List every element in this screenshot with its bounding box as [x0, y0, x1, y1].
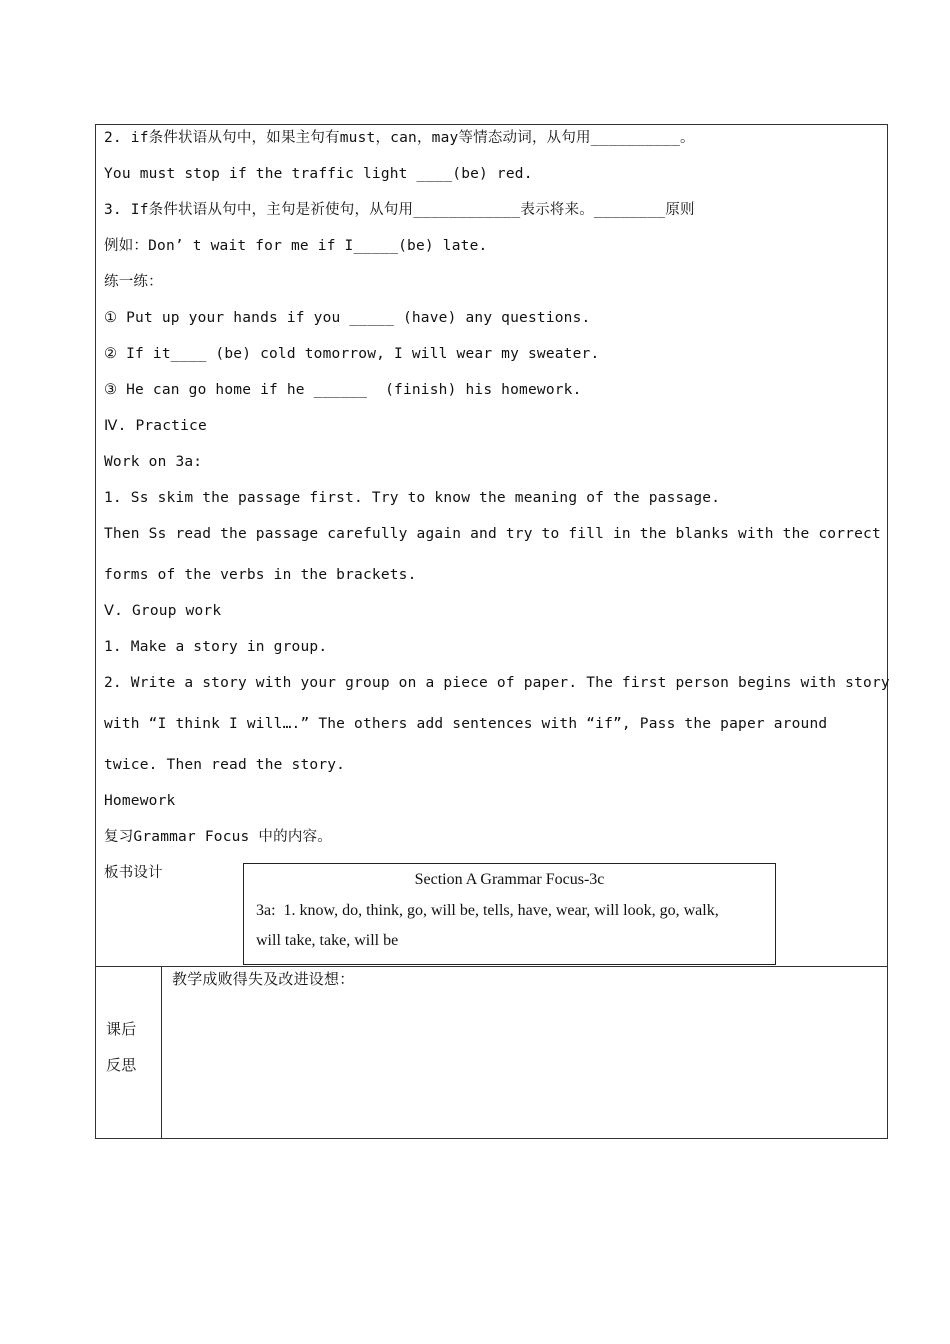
content-line: forms of the verbs in the brackets.	[104, 567, 417, 583]
board-answers-line-1: 3a: 1. know, do, think, go, will be, tells, have, wear, will look, go, walk,	[256, 902, 719, 919]
board-title: Section A Grammar Focus-3c	[414, 871, 605, 888]
content-line: 3. If条件状语从句中，主句是祈使句，从句用____________表示将来。________原则	[104, 202, 695, 218]
blackboard-design-box	[243, 863, 776, 965]
reflection-label-1: 课后	[106, 1020, 137, 1038]
reflection-label-2: 反思	[106, 1056, 137, 1074]
content-line: 复习Grammar Focus 中的内容。	[104, 829, 332, 845]
content-line: ② If it____ (be) cold tomorrow, I will wear my sweater.	[104, 346, 600, 362]
content-line: 2. Write a story with your group on a piece of paper. The first person begins with story	[104, 675, 890, 691]
content-line: 1. Ss skim the passage first. Try to know the meaning of the passage.	[104, 490, 721, 506]
reflection-prompt: 教学成败得失及改进设想：	[172, 970, 355, 988]
content-line: ③ He can go home if he ______ (finish) his homework.	[104, 382, 582, 398]
content-line: Work on 3a:	[104, 454, 203, 470]
content-line: twice. Then read the story.	[104, 757, 346, 773]
content-line: 练一练：	[104, 274, 163, 290]
content-line: Homework	[104, 793, 176, 809]
content-line: Ⅴ. Group work	[104, 603, 222, 619]
content-line: 板书设计	[104, 865, 163, 881]
row-divider	[95, 966, 888, 967]
content-line: 1. Make a story in group.	[104, 639, 328, 655]
content-line: 例如：Don’ t wait for me if I_____(be) late.	[104, 238, 488, 254]
content-line: ① Put up your hands if you _____ (have) any questions.	[104, 310, 591, 326]
content-line: Then Ss read the passage carefully again and try to fill in the blanks with the correct	[104, 526, 881, 542]
content-line: with “I think I will….” The others add sentences with “if”, Pass the paper around	[104, 716, 828, 732]
content-line: You must stop if the traffic light ____(be) red.	[104, 166, 533, 182]
board-answers-line-2: will take, take, will be	[256, 932, 399, 949]
column-divider	[161, 966, 162, 1139]
content-line: Ⅳ. Practice	[104, 418, 207, 434]
content-line: 2. if条件状语从句中，如果主句有must，can，may等情态动词，从句用__________。	[104, 130, 695, 146]
